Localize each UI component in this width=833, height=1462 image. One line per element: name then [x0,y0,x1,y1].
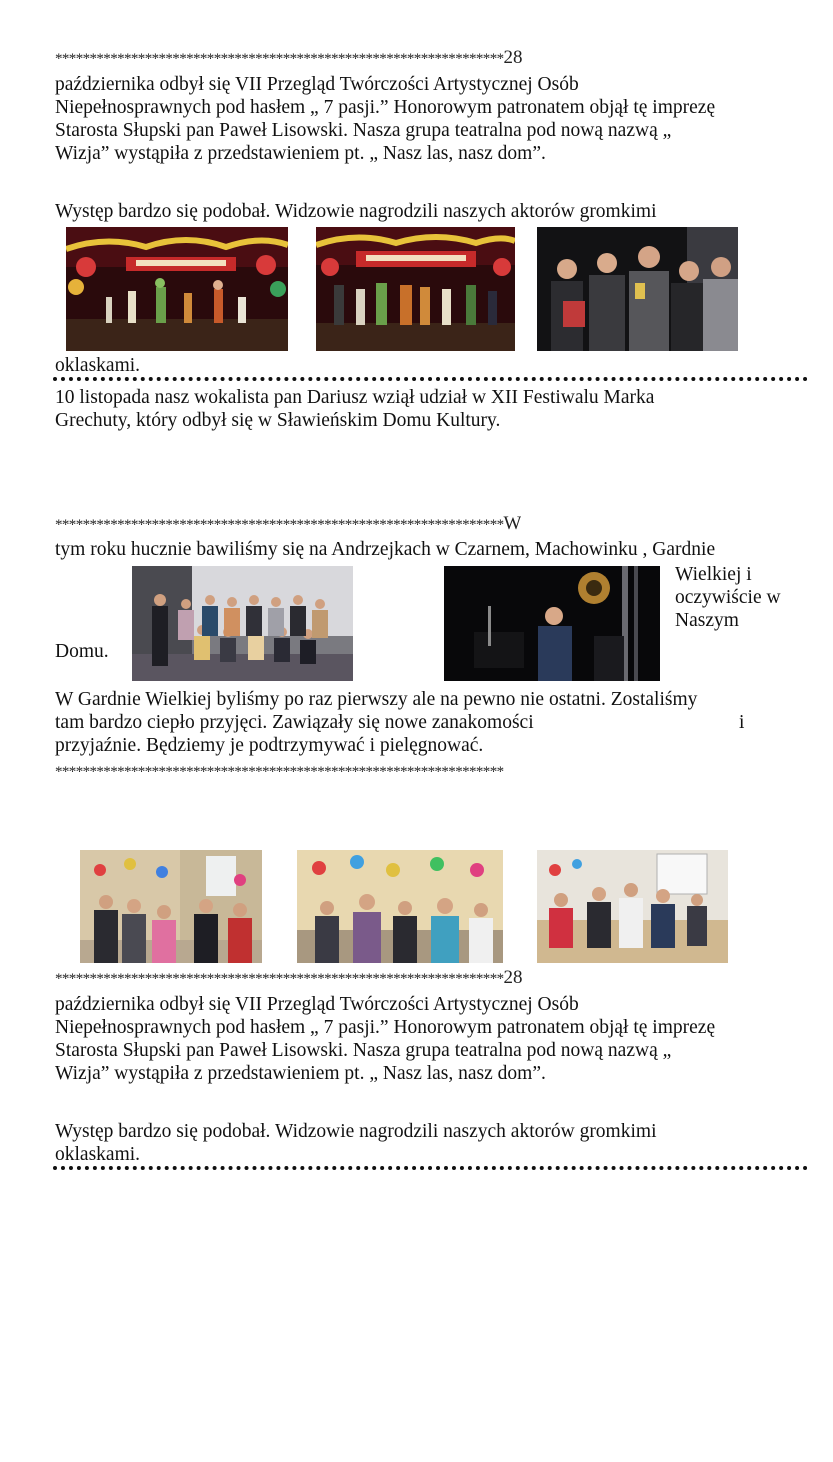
photo-singer-stage [444,566,660,681]
photo-party-hall-1 [80,850,262,963]
paragraph-2 [55,386,654,432]
photo-award-men [537,227,738,351]
paragraph-4-end [55,1120,656,1166]
photo-stage-performance-2 [316,227,515,351]
text-line: 10 listopada nasz wokalista pan Dariusz wziął udział w XII Festiwalu Marka [55,387,655,408]
text-line: Naszym [675,610,739,631]
text-line: Grechuty, który odbył się w Sławieńskim Domu Kultury. [55,410,501,431]
paragraph-3 [55,688,697,757]
text-line: Domu. [55,641,109,662]
dotted-separator [53,1166,808,1170]
text-line: Wizja” wystąpiła z przedstawieniem pt. „ Nasz las, nasz dom”. [55,143,546,164]
photo-stage-performance-1 [66,227,288,351]
side-text [675,563,781,632]
text-line: i [739,712,745,733]
text-line: października odbył się VII Przegląd Twórczości Artystycznej Osób [55,74,579,95]
photo-party-hall-2 [297,850,503,963]
separator-stars-1: *****************************************************************28 [55,48,523,68]
text-line: tam bardzo ciepło przyjęci. Zawiązały się nowe zanakomości [55,712,534,733]
text-line: oklaskami. [55,355,141,376]
text-line: Występ bardzo się podobał. Widzowie nagrodzili naszych aktorów gromkimi [55,1121,657,1142]
photo-group-andrzejki [132,566,353,681]
text-line: Występ bardzo się podobał. Widzowie nagrodzili naszych aktorów gromkimi [55,201,657,222]
text-line: przyjaźnie. Będziemy je podtrzymywać i pielęgnować. [55,735,484,756]
dotted-separator [53,377,808,381]
paragraph-1 [55,73,715,165]
text-line: Starosta Słupski pan Paweł Lisowski. Nasza grupa teatralna pod nową nazwą „ [55,120,672,141]
text-line: tym roku hucznie bawiliśmy się na Andrzejkach w Czarnem, Machowinku , Gardnie [55,539,716,560]
text-line: Wielkiej i [675,564,752,585]
text-line: Wizja” wystąpiła z przedstawieniem pt. „ Nasz las, nasz dom”. [55,1063,546,1084]
separator-stars-4: *****************************************************************28 [55,968,523,988]
text-line: Niepełnosprawnych pod hasłem „ 7 pasji.” Honorowym patronatem objął tę imprezę [55,1017,716,1038]
text-line: oczywiście w [675,587,781,608]
photo-dance-floor [537,850,728,963]
text-line: października odbył się VII Przegląd Twórczości Artystycznej Osób [55,994,579,1015]
separator-stars-3: ***************************************************************** [55,764,504,780]
separator-stars-2: *****************************************************************W [55,514,522,534]
text-line: oklaskami. [55,1144,141,1165]
text-line: W Gardnie Wielkiej byliśmy po raz pierwszy ale na pewno nie ostatni. Zostaliśmy [55,689,698,710]
text-line: Niepełnosprawnych pod hasłem „ 7 pasji.” Honorowym patronatem objął tę imprezę [55,97,716,118]
paragraph-4 [55,993,715,1085]
text-line: Starosta Słupski pan Paweł Lisowski. Nasza grupa teatralna pod nową nazwą „ [55,1040,672,1061]
